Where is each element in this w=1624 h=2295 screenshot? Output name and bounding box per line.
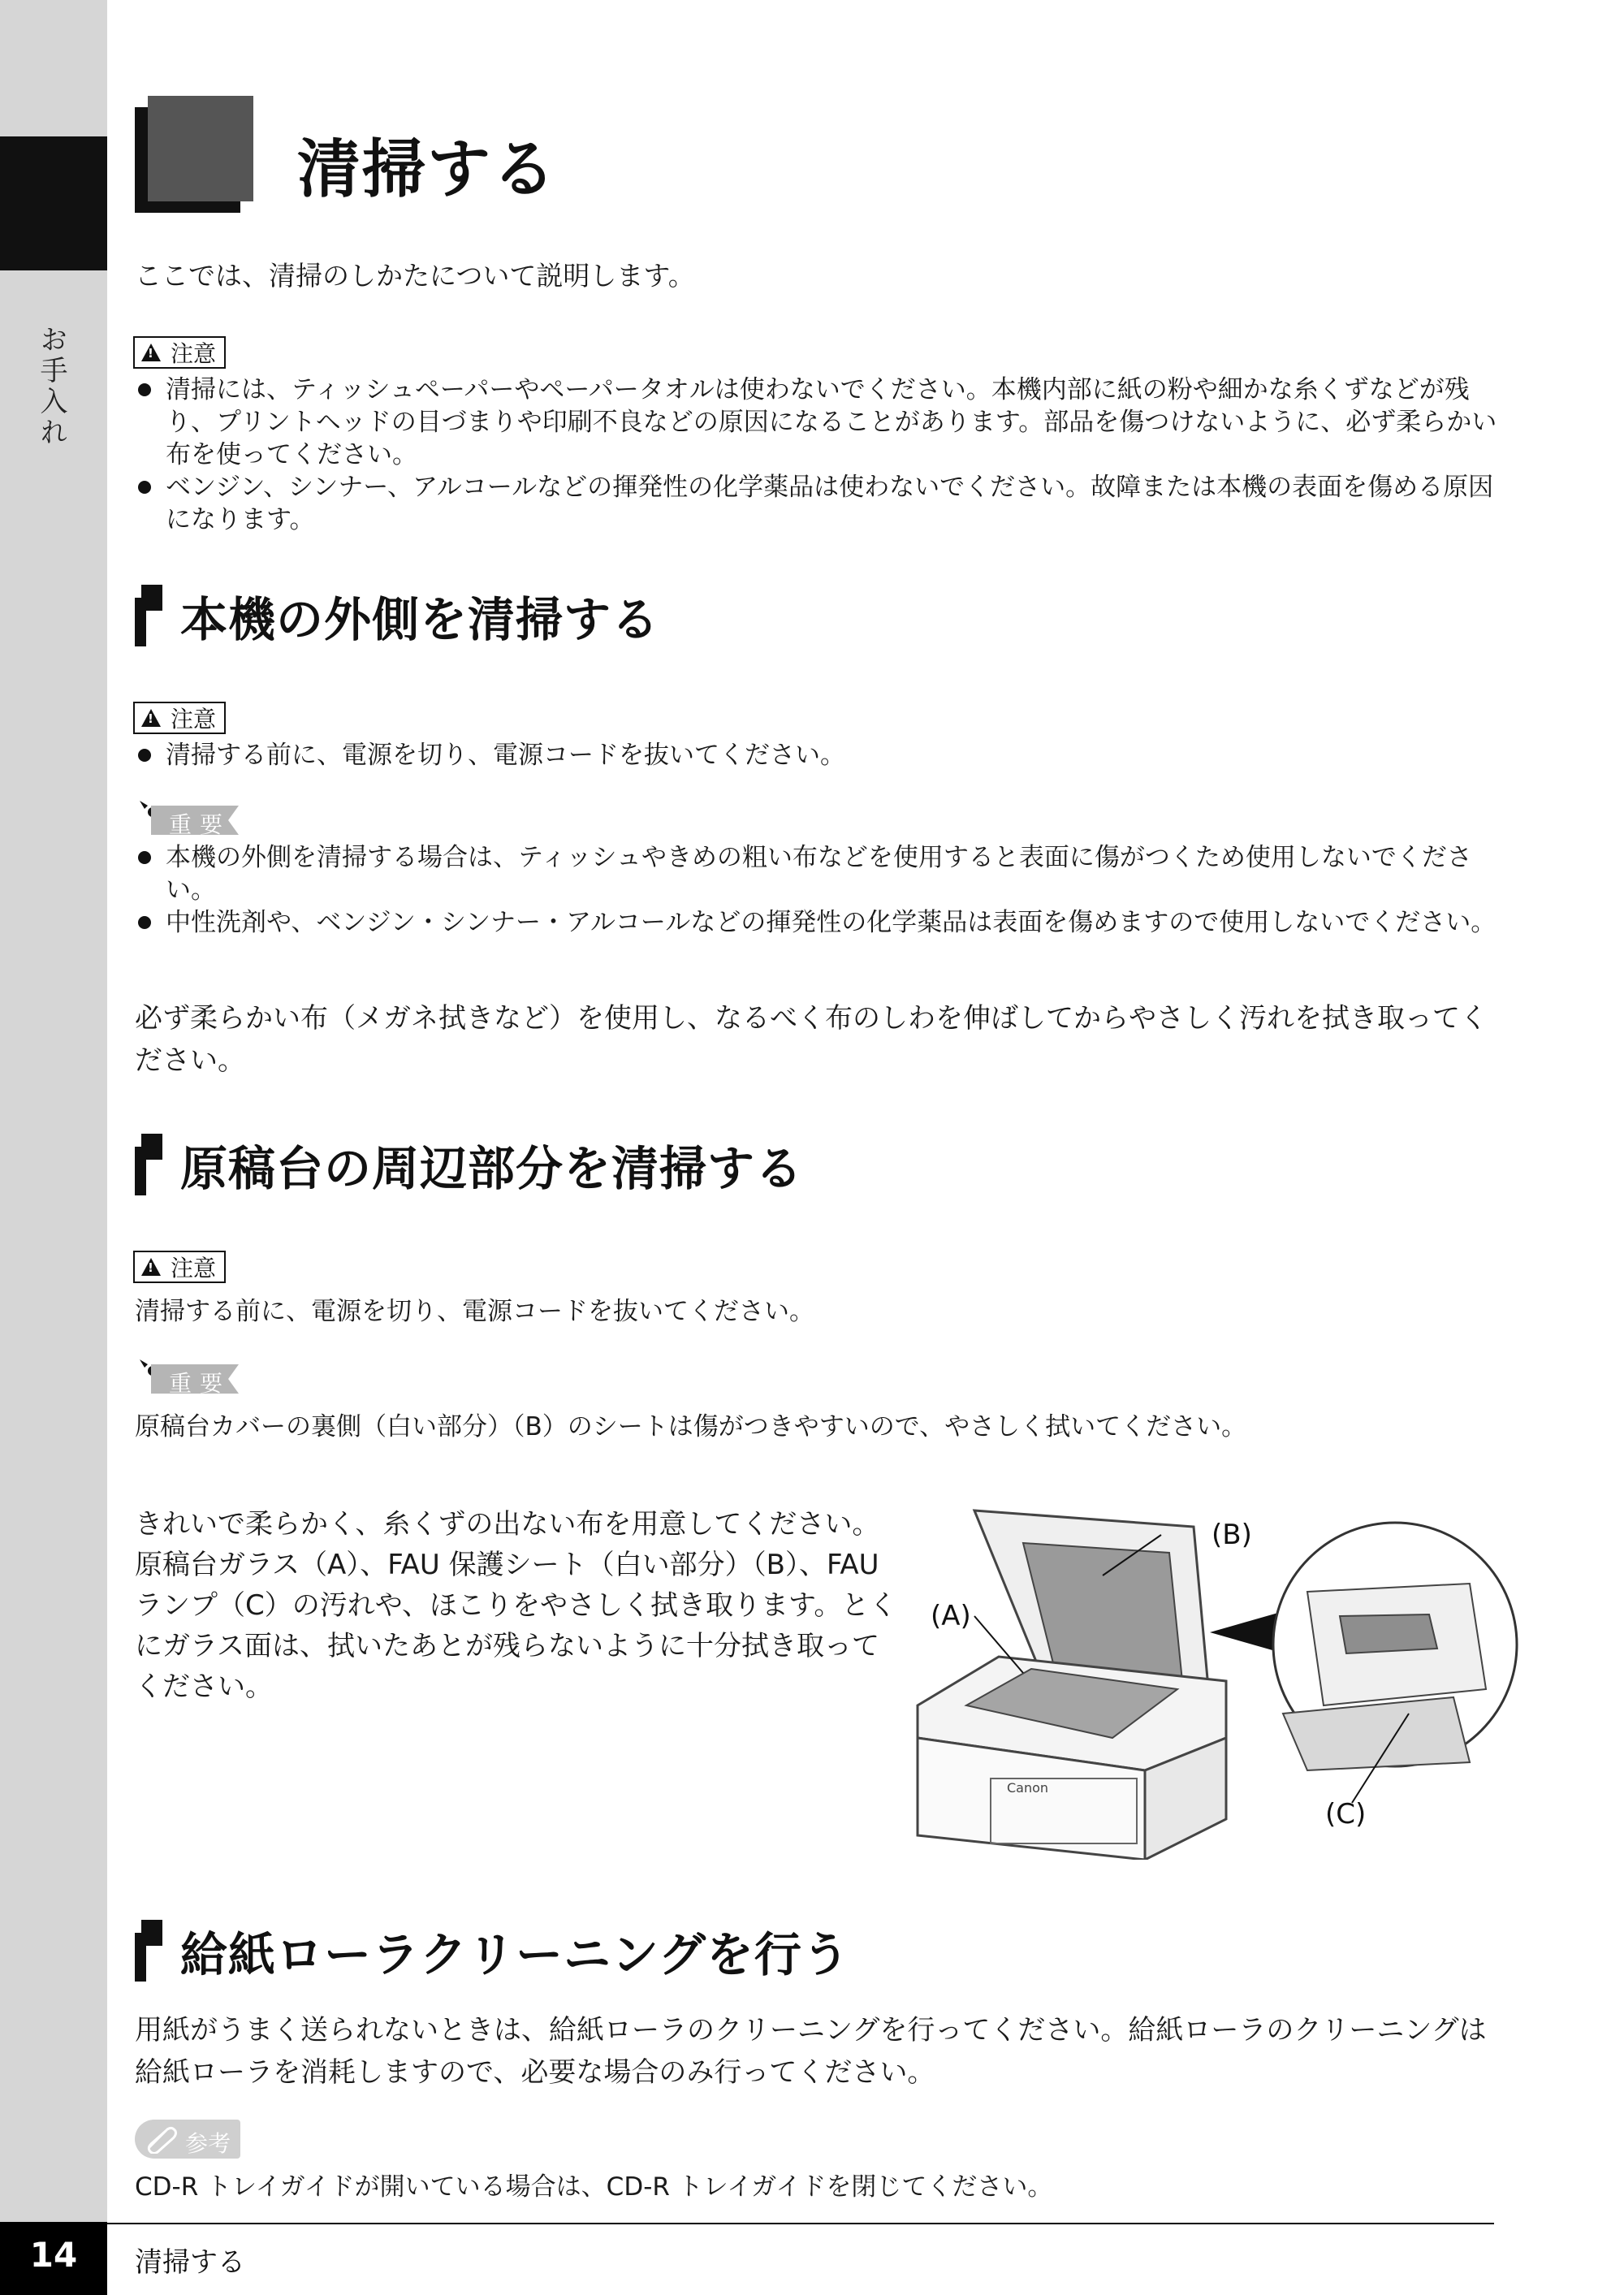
- page-title: 清掃する: [297, 133, 558, 206]
- warning-icon: [141, 709, 161, 727]
- figure-label-a: (A): [931, 1600, 971, 1632]
- warning-icon: [141, 1258, 161, 1276]
- chapter-tab: [0, 136, 107, 270]
- section-heading-roller: [135, 1917, 850, 1985]
- footer-rule: [107, 2223, 1494, 2224]
- title-decoration: [130, 96, 256, 214]
- platen-body-text: きれいで柔らかく、糸くずの出ない布を用意してください。原稿台ガラス（A）、FAU 保護シート（白い部分）（B）、FAU ランプ（C）の汚れや、ほこりをやさしく拭き取ります。とくにガラス面は、拭いたあとが残らないように十分拭き取ってください。: [135, 1508, 897, 1703]
- section-heading-text: 本機の外側を清掃する: [180, 592, 660, 647]
- heading-marker-icon: [135, 1134, 162, 1195]
- intro-text: ここでは、清掃のしかたについて説明します。: [135, 260, 695, 292]
- exterior-body-text: 必ず柔らかい布（メガネ拭きなど）を使用し、なるべく布のしわを伸ばしてからやさしく汚れを拭き取ってください。: [135, 1002, 1488, 1077]
- warning-icon: [141, 344, 161, 361]
- list-item: 中性洗剤や、ベンジン・シンナー・アルコールなどの揮発性の化学薬品は表面を傷めますので使用しないでください。: [133, 906, 1505, 939]
- printer-illustration: [901, 1494, 1518, 1860]
- important-badge: [136, 797, 250, 838]
- caution-badge: [133, 702, 226, 734]
- platen-important-text: 原稿台カバーの裏側（白い部分）（B）のシートは傷がつきやすいので、やさしく拭いてください。: [135, 1412, 1247, 1441]
- important-list-exterior: [133, 841, 1505, 939]
- footer-title: 清掃する: [135, 2246, 245, 2279]
- important-label: 重要: [169, 1370, 231, 1397]
- caution-label: 注意: [171, 340, 217, 367]
- section-heading-exterior: [135, 581, 659, 650]
- list-item: 本機の外側を清掃する場合は、ティッシュやきめの粗い布などを使用すると表面に傷がつくため使用しないでください。: [133, 841, 1505, 906]
- platen-caution-text: 清掃する前に、電源を切り、電源コードを抜いてください。: [135, 1297, 814, 1326]
- brand-logo: Canon: [1007, 1780, 1049, 1796]
- figure-label-b: (B): [1212, 1519, 1252, 1551]
- caution-list-exterior: [133, 739, 1497, 771]
- caution-label: 注意: [171, 1255, 217, 1281]
- heading-marker-icon: [135, 1920, 162, 1982]
- caution-label: 注意: [171, 706, 217, 733]
- list-item: 清掃には、ティッシュペーパーやペーパータオルは使わないでください。本機内部に紙の粉や細かな糸くずなどが残り、プリントヘッドの目づまりや印刷不良などの原因になることがあります。部品を傷つけないように、必ず柔らかい布を使ってください。: [133, 374, 1497, 471]
- reference-label: 参考: [185, 2130, 231, 2157]
- caution-list-general: [133, 374, 1497, 536]
- section-heading-text: 原稿台の周辺部分を清掃する: [180, 1141, 804, 1196]
- important-label: 重要: [169, 811, 231, 838]
- page-number: 14: [29, 2235, 78, 2275]
- section-heading-platen: [135, 1130, 803, 1199]
- list-item: ベンジン、シンナー、アルコールなどの揮発性の化学薬品は使わないでください。故障または本機の表面を傷める原因になります。: [133, 471, 1497, 536]
- chapter-tab-label: お手入れ: [35, 325, 67, 448]
- caution-badge: [133, 1251, 226, 1283]
- list-item: 清掃する前に、電源を切り、電源コードを抜いてください。: [133, 739, 1497, 771]
- reference-text: CD-R トレイガイドが開いている場合は、CD-R トレイガイドを閉じてください。: [135, 2172, 1053, 2202]
- scanner-cleaning-illustration: [901, 1494, 1518, 1860]
- heading-marker-icon: [135, 585, 162, 646]
- reference-badge: [135, 2120, 240, 2159]
- roller-body-text: 用紙がうまく送られないときは、給紙ローラのクリーニングを行ってください。給紙ローラのクリーニングは給紙ローラを消耗しますので、必要な場合のみ行ってください。: [135, 2014, 1487, 2089]
- figure-label-c: (C): [1325, 1798, 1367, 1830]
- caution-badge: [133, 336, 226, 369]
- paperclip-icon: [143, 2124, 180, 2154]
- important-badge: [136, 1356, 250, 1397]
- section-heading-text: 給紙ローラクリーニングを行う: [180, 1927, 850, 1982]
